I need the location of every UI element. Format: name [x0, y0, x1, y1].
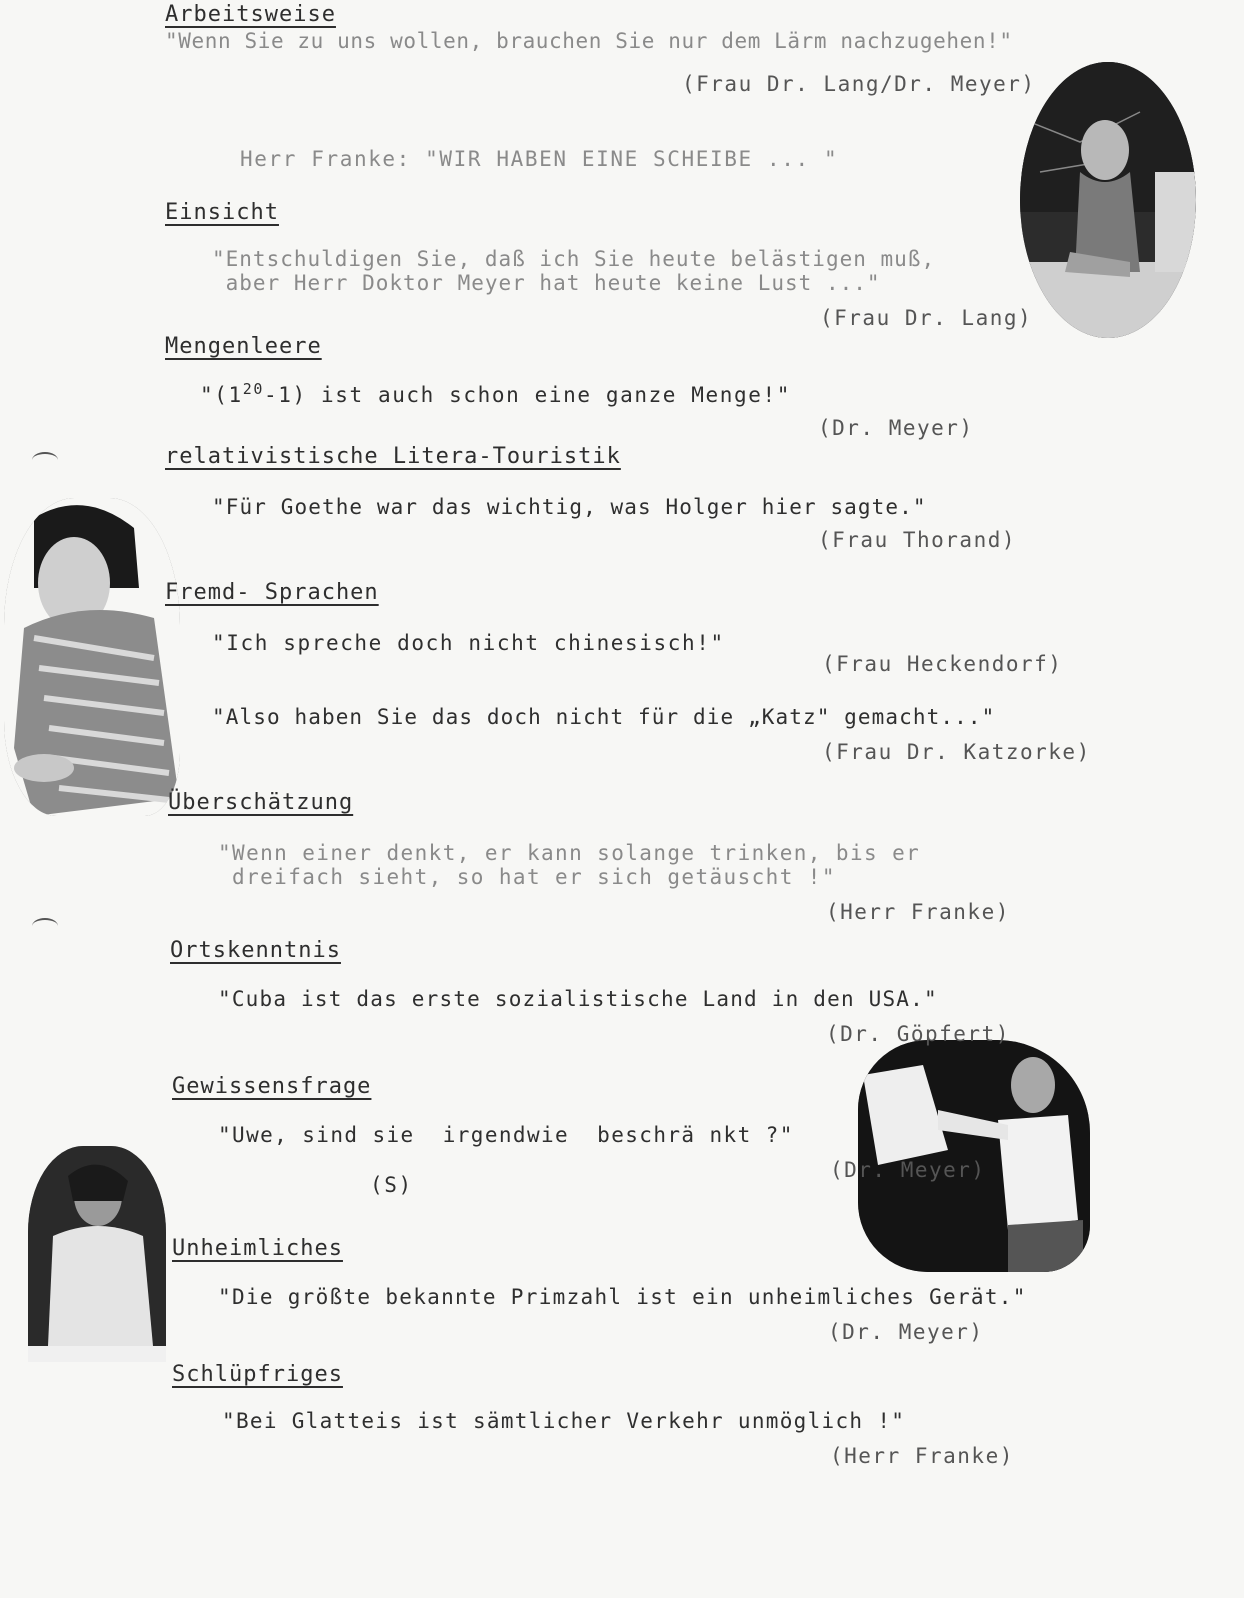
quote-text: "Also haben Sie das doch nicht für die „Katz" gemacht..."	[212, 705, 996, 729]
quote-attribution: (Dr. Meyer)	[830, 1158, 986, 1182]
section-heading: Gewissensfrage	[172, 1074, 372, 1099]
quote-text: "Entschuldigen Sie, daß ich Sie heute belästigen muß,	[212, 247, 936, 271]
quote-text: Herr Franke: "WIR HABEN EINE SCHEIBE ... "	[240, 147, 839, 171]
quote-attribution: (Frau Thorand)	[818, 528, 1017, 552]
quote-attribution: (Frau Dr. Lang)	[820, 306, 1033, 330]
quote-attribution: (Herr Franke)	[826, 900, 1010, 924]
punch-hole-mark	[32, 452, 58, 468]
quote-text: aber Herr Doktor Meyer hat heute keine Lust ..."	[212, 271, 881, 295]
quote-attribution: (Dr. Göpfert)	[826, 1022, 1010, 1046]
quote-text: (S)	[370, 1173, 413, 1197]
quote-text: "Cuba ist das erste sozialistische Land in den USA."	[218, 987, 938, 1011]
quote-attribution: (Frau Dr. Lang/Dr. Meyer)	[682, 72, 1036, 96]
quote-text: "Ich spreche doch nicht chinesisch!"	[212, 631, 725, 655]
quote-text: "Uwe, sind sie irgendwie beschrä nkt ?"	[218, 1123, 794, 1147]
section-heading: Unheimliches	[172, 1236, 343, 1261]
quote-attribution: (Frau Heckendorf)	[822, 652, 1063, 676]
quote-text: dreifach sieht, so hat er sich getäuscht !"	[218, 865, 836, 889]
section-heading: Schlüpfriges	[172, 1362, 343, 1387]
section-heading: Arbeitsweise	[165, 2, 336, 27]
section-heading: Überschätzung	[168, 790, 354, 815]
photo-teacher-at-desk	[1020, 62, 1196, 338]
quote-text: "Wenn Sie zu uns wollen, brauchen Sie nur dem Lärm nachzugehen!"	[165, 29, 1013, 53]
section-heading: relativistische Litera-Touristik	[165, 444, 621, 469]
photo-student-with-board	[858, 1040, 1090, 1272]
quote-attribution: (Herr Franke)	[830, 1444, 1014, 1468]
quote-attribution: (Frau Dr. Katzorke)	[822, 740, 1091, 764]
quote-attribution: (Dr. Meyer)	[828, 1320, 984, 1344]
photo-student-leaning	[28, 1146, 166, 1362]
quote-text: "Für Goethe war das wichtig, was Holger hier sagte."	[212, 495, 927, 519]
punch-hole-mark	[32, 918, 58, 934]
section-heading: Mengenleere	[165, 334, 322, 359]
quote-text: "$(1^{20}-1)$ ist auch schon eine ganze Menge!"	[200, 380, 791, 407]
section-heading: Fremd- Sprachen	[165, 580, 379, 605]
quote-attribution: (Dr. Meyer)	[818, 416, 974, 440]
quote-text: "Bei Glatteis ist sämtlicher Verkehr unmöglich !"	[222, 1409, 906, 1433]
section-heading: Einsicht	[165, 200, 279, 225]
photo-woman-teacher	[4, 498, 180, 816]
quote-text: "Wenn einer denkt, er kann solange trinken, bis er	[218, 841, 921, 865]
section-heading: Ortskenntnis	[170, 938, 341, 963]
quote-text: "Die größte bekannte Primzahl ist ein unheimliches Gerät."	[218, 1285, 1027, 1309]
